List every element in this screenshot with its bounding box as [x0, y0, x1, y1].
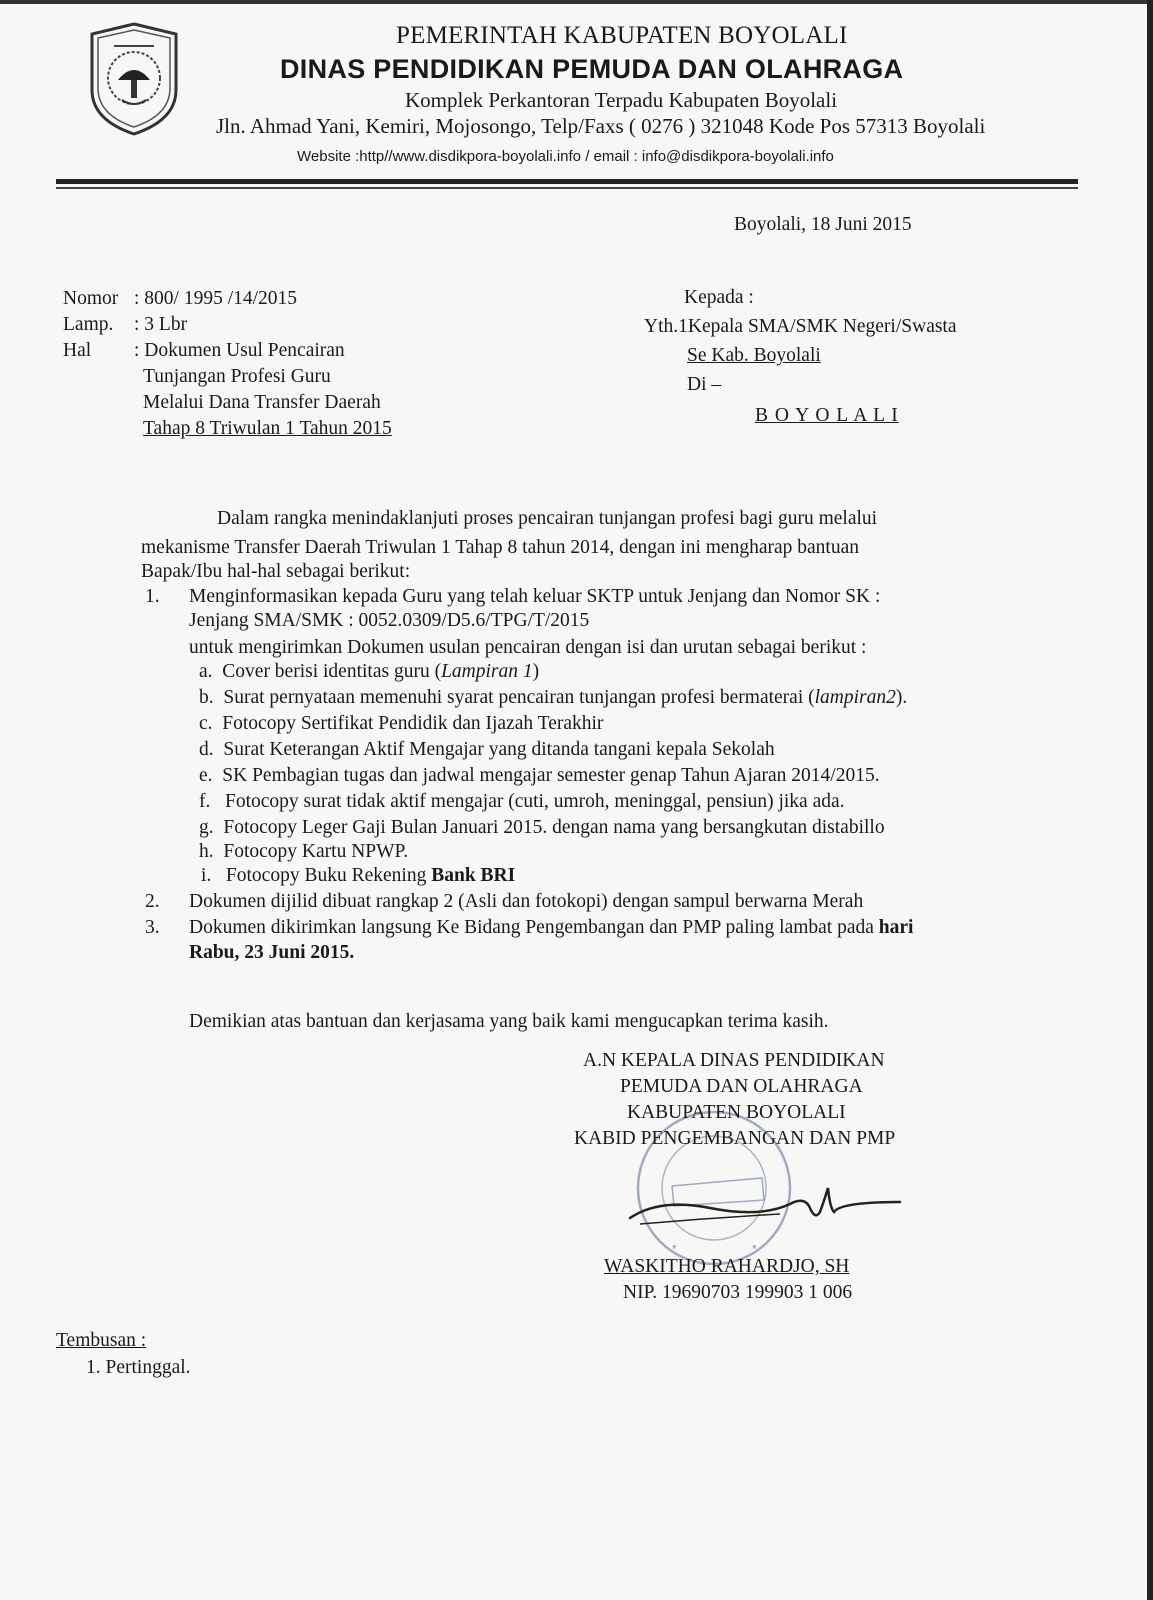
cc-label: Tembusan : [56, 1330, 147, 1351]
hal-label: Hal [63, 340, 92, 361]
item3-deadline: Rabu, 23 Juni 2015. [189, 942, 355, 963]
handwritten-signature-icon [620, 1168, 910, 1238]
recipient-di: Di – [687, 374, 722, 395]
lamp-label: Lamp. [63, 314, 114, 335]
subitem-e: e. SK Pembagian tugas dan jadwal mengajar semester genap Tahun Ajaran 2014/2015. [199, 765, 880, 786]
hal-line: Tahap 8 Triwulan 1 Tahun 2015 [143, 418, 392, 439]
signature-title-line: KABUPATEN BOYOLALI [627, 1102, 846, 1123]
svg-text:*: * [752, 1242, 757, 1256]
item-number: 1. [145, 586, 160, 607]
header-complex: Komplek Perkantoran Terpadu Kabupaten Boyolali [405, 88, 838, 112]
nomor-value: : 800/ 1995 /14/2015 [134, 288, 298, 309]
recipient-area: Se Kab. Boyolali [687, 345, 821, 366]
item1-line: Menginformasikan kepada Guru yang telah keluar SKTP untuk Jenjang dan Nomor SK : [189, 586, 881, 607]
subitem-b: b. Surat pernyataan memenuhi syarat pencairan tunjangan profesi bermaterai (lampiran2). [199, 687, 908, 708]
subitem-h: h. Fotocopy Kartu NPWP. [199, 841, 409, 862]
header-agency: DINAS PENDIDIKAN PEMUDA DAN OLAHRAGA [280, 54, 904, 84]
subitem-a: a. Cover berisi identitas guru (Lampiran 1) [199, 661, 540, 682]
recipient-yth: Yth.1Kepala SMA/SMK Negeri/Swasta [644, 316, 957, 337]
scan-edge-right [1147, 0, 1153, 1600]
recipient-kepada: Kepada : [684, 287, 754, 308]
subitem-f: f. Fotocopy surat tidak aktif mengajar (cuti, umroh, meninggal, pensiun) jika ada. [199, 791, 845, 812]
item3-text: Dokumen dikirimkan langsung Ke Bidang Pengembangan dan PMP paling lambat pada hari [189, 917, 914, 938]
header-address: Jln. Ahmad Yani, Kemiri, Mojosongo, Telp/Faxs ( 0276 ) 321048 Kode Pos 57313 Boyolali [216, 114, 986, 138]
signature-title-line: KABID PENGEMBANGAN DAN PMP [574, 1128, 896, 1149]
recipient-city: B O Y O L A L I [755, 405, 899, 426]
header-rule-thick [56, 179, 1078, 184]
signature-title-line: A.N KEPALA DINAS PENDIDIKAN [583, 1050, 885, 1071]
subitem-i: i. Fotocopy Buku Rekening Bank BRI [201, 865, 516, 886]
intro-line: mekanisme Transfer Daerah Triwulan 1 Tahap 8 tahun 2014, dengan ini mengharap bantuan [141, 537, 859, 558]
subitem-c: c. Fotocopy Sertifikat Pendidik dan Ijazah Terakhir [199, 713, 604, 734]
closing-sentence: Demikian atas bantuan dan kerjasama yang baik kami mengucapkan terima kasih. [189, 1011, 829, 1032]
hal-line: : Dokumen Usul Pencairan [134, 340, 345, 361]
intro-line: Bapak/Ibu hal-hal sebagai berikut: [141, 561, 411, 582]
lamp-value: : 3 Lbr [134, 314, 188, 335]
signatory-name: WASKITHO RAHARDJO, SH [604, 1256, 850, 1277]
nomor-label: Nomor [63, 288, 119, 309]
scan-edge-top [0, 0, 1153, 4]
item1-line: Jenjang SMA/SMK : 0052.0309/D5.6/TPG/T/2015 [189, 610, 590, 631]
item-number: 3. [145, 917, 160, 938]
signatory-nip: NIP. 19690703 199903 1 006 [623, 1282, 853, 1303]
header-rule-thin [56, 187, 1078, 189]
cc-item: 1. Pertinggal. [86, 1357, 191, 1378]
item1-line: untuk mengirimkan Dokumen usulan pencairan dengan isi dan urutan sebagai berikut : [189, 637, 867, 658]
item-number: 2. [145, 891, 160, 912]
regency-emblem-icon [84, 20, 184, 138]
header-website: Website :http//www.disdikpora-boyolali.info / email : info@disdikpora-boyolali.info [297, 148, 834, 165]
intro-line: Dalam rangka menindaklanjuti proses pencairan tunjangan profesi bagi guru melalui [217, 508, 878, 529]
header-government: PEMERINTAH KABUPATEN BOYOLALI [396, 22, 848, 49]
letter-date: Boyolali, 18 Juni 2015 [734, 214, 912, 235]
hal-line: Melalui Dana Transfer Daerah [143, 392, 381, 413]
hal-line: Tunjangan Profesi Guru [143, 366, 331, 387]
subitem-d: d. Surat Keterangan Aktif Mengajar yang ditanda tangani kepala Sekolah [199, 739, 775, 760]
subitem-g: g. Fotocopy Leger Gaji Bulan Januari 2015. dengan nama yang bersangkutan distabillo [199, 817, 885, 838]
svg-text:*: * [672, 1242, 677, 1256]
signature-title-line: PEMUDA DAN OLAHRAGA [620, 1076, 863, 1097]
item2-text: Dokumen dijilid dibuat rangkap 2 (Asli dan fotokopi) dengan sampul berwarna Merah [189, 891, 864, 912]
